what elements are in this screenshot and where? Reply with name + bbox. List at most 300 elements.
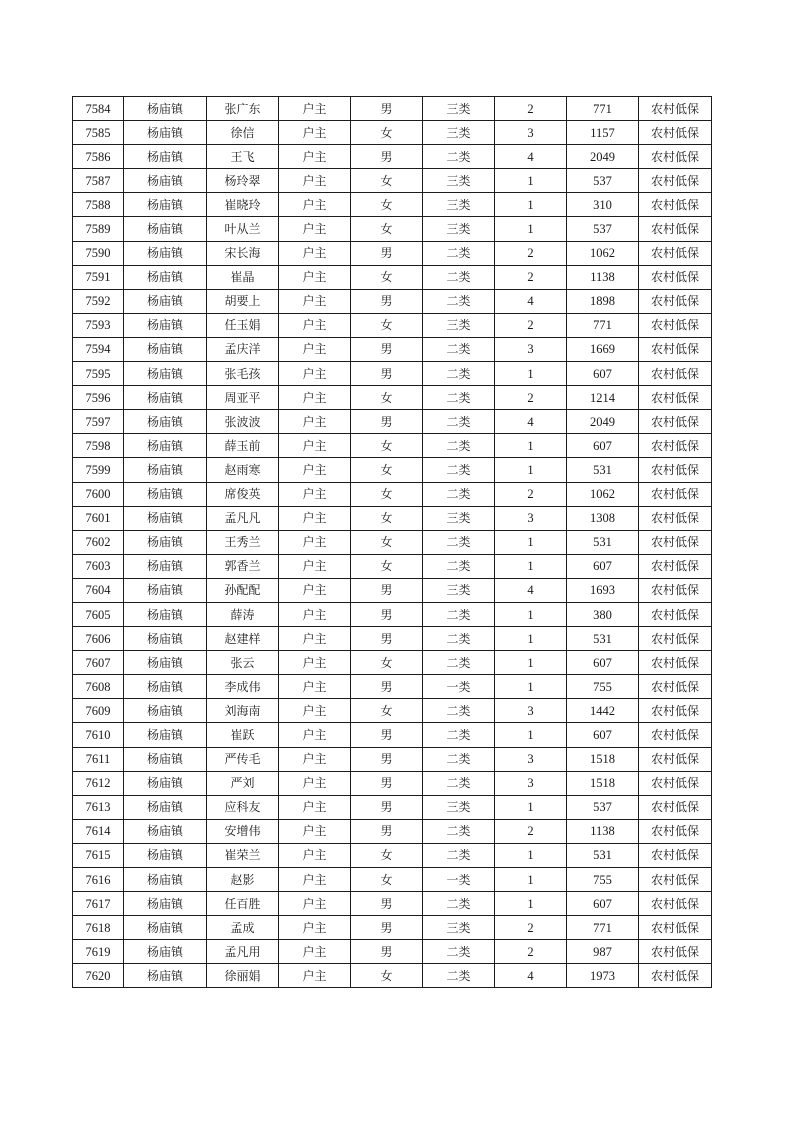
cell-name: 孟凡凡 [207,506,279,530]
cell-category: 三类 [423,97,495,121]
cell-name: 赵建样 [207,627,279,651]
cell-relation: 户主 [279,217,351,241]
cell-serial-number: 7602 [73,530,124,554]
cell-amount: 531 [567,458,639,482]
cell-relation: 户主 [279,940,351,964]
cell-household-size: 1 [495,434,567,458]
cell-gender: 男 [351,337,423,361]
cell-relation: 户主 [279,602,351,626]
cell-program-type: 农村低保 [639,675,712,699]
cell-gender: 女 [351,313,423,337]
cell-relation: 户主 [279,747,351,771]
cell-gender: 女 [351,265,423,289]
cell-household-size: 1 [495,627,567,651]
cell-name: 宋长海 [207,241,279,265]
cell-amount: 537 [567,217,639,241]
cell-relation: 户主 [279,265,351,289]
cell-relation: 户主 [279,482,351,506]
cell-household-size: 2 [495,97,567,121]
cell-town: 杨庙镇 [124,410,207,434]
cell-gender: 男 [351,892,423,916]
table-row [73,578,712,602]
cell-amount: 2049 [567,410,639,434]
cell-name: 孟成 [207,916,279,940]
cell-serial-number: 7599 [73,458,124,482]
cell-town: 杨庙镇 [124,554,207,578]
cell-name: 席俊英 [207,482,279,506]
cell-gender: 男 [351,675,423,699]
cell-serial-number: 7605 [73,602,124,626]
cell-town: 杨庙镇 [124,530,207,554]
cell-household-size: 3 [495,747,567,771]
cell-household-size: 4 [495,145,567,169]
cell-household-size: 4 [495,410,567,434]
cell-gender: 男 [351,723,423,747]
cell-serial-number: 7589 [73,217,124,241]
cell-relation: 户主 [279,868,351,892]
cell-category: 二类 [423,458,495,482]
cell-serial-number: 7587 [73,169,124,193]
cell-category: 二类 [423,699,495,723]
cell-program-type: 农村低保 [639,193,712,217]
cell-amount: 1308 [567,506,639,530]
cell-category: 三类 [423,916,495,940]
cell-program-type: 农村低保 [639,265,712,289]
cell-name: 赵影 [207,868,279,892]
cell-category: 二类 [423,892,495,916]
cell-category: 一类 [423,675,495,699]
cell-gender: 女 [351,121,423,145]
cell-amount: 607 [567,723,639,747]
cell-household-size: 1 [495,868,567,892]
cell-amount: 1062 [567,241,639,265]
cell-gender: 男 [351,578,423,602]
table-row [73,747,712,771]
cell-serial-number: 7594 [73,337,124,361]
cell-program-type: 农村低保 [639,362,712,386]
cell-amount: 755 [567,868,639,892]
cell-gender: 男 [351,771,423,795]
cell-relation: 户主 [279,627,351,651]
cell-serial-number: 7591 [73,265,124,289]
cell-program-type: 农村低保 [639,410,712,434]
cell-name: 周亚平 [207,386,279,410]
table-row [73,482,712,506]
cell-gender: 女 [351,193,423,217]
table-row [73,940,712,964]
cell-program-type: 农村低保 [639,795,712,819]
table-row [73,145,712,169]
table-row [73,892,712,916]
cell-gender: 男 [351,627,423,651]
cell-name: 安增伟 [207,819,279,843]
cell-category: 二类 [423,651,495,675]
cell-town: 杨庙镇 [124,578,207,602]
cell-category: 三类 [423,313,495,337]
table-row [73,916,712,940]
cell-program-type: 农村低保 [639,386,712,410]
table-row [73,337,712,361]
cell-serial-number: 7596 [73,386,124,410]
cell-serial-number: 7618 [73,916,124,940]
cell-serial-number: 7600 [73,482,124,506]
cell-amount: 537 [567,169,639,193]
cell-town: 杨庙镇 [124,916,207,940]
table-row [73,193,712,217]
cell-category: 二类 [423,410,495,434]
cell-relation: 户主 [279,651,351,675]
cell-program-type: 农村低保 [639,892,712,916]
cell-town: 杨庙镇 [124,386,207,410]
table-row [73,121,712,145]
cell-program-type: 农村低保 [639,916,712,940]
table-row [73,386,712,410]
cell-serial-number: 7595 [73,362,124,386]
cell-name: 郭香兰 [207,554,279,578]
cell-relation: 户主 [279,916,351,940]
cell-name: 任百胜 [207,892,279,916]
table-row [73,506,712,530]
cell-serial-number: 7612 [73,771,124,795]
cell-serial-number: 7592 [73,289,124,313]
cell-relation: 户主 [279,771,351,795]
cell-amount: 531 [567,530,639,554]
cell-relation: 户主 [279,386,351,410]
cell-name: 崔跃 [207,723,279,747]
cell-relation: 户主 [279,169,351,193]
cell-serial-number: 7588 [73,193,124,217]
cell-amount: 607 [567,434,639,458]
cell-town: 杨庙镇 [124,675,207,699]
cell-town: 杨庙镇 [124,193,207,217]
cell-serial-number: 7611 [73,747,124,771]
cell-serial-number: 7593 [73,313,124,337]
cell-amount: 380 [567,602,639,626]
cell-program-type: 农村低保 [639,747,712,771]
cell-name: 崔荣兰 [207,843,279,867]
cell-relation: 户主 [279,241,351,265]
cell-gender: 男 [351,97,423,121]
cell-household-size: 1 [495,530,567,554]
cell-category: 二类 [423,627,495,651]
cell-program-type: 农村低保 [639,313,712,337]
cell-serial-number: 7609 [73,699,124,723]
cell-town: 杨庙镇 [124,337,207,361]
cell-category: 三类 [423,217,495,241]
cell-amount: 531 [567,627,639,651]
cell-household-size: 4 [495,578,567,602]
cell-amount: 1442 [567,699,639,723]
cell-serial-number: 7617 [73,892,124,916]
cell-town: 杨庙镇 [124,482,207,506]
cell-name: 杨玲翠 [207,169,279,193]
cell-relation: 户主 [279,699,351,723]
cell-household-size: 1 [495,675,567,699]
cell-household-size: 1 [495,554,567,578]
cell-gender: 男 [351,747,423,771]
cell-program-type: 农村低保 [639,337,712,361]
cell-amount: 531 [567,843,639,867]
cell-name: 张波波 [207,410,279,434]
table-body [73,97,712,988]
cell-gender: 男 [351,362,423,386]
cell-program-type: 农村低保 [639,530,712,554]
cell-category: 二类 [423,434,495,458]
cell-serial-number: 7607 [73,651,124,675]
cell-town: 杨庙镇 [124,265,207,289]
cell-name: 孟庆洋 [207,337,279,361]
cell-name: 孙配配 [207,578,279,602]
cell-gender: 男 [351,795,423,819]
cell-household-size: 2 [495,819,567,843]
cell-name: 徐丽娟 [207,964,279,988]
cell-name: 张广东 [207,97,279,121]
cell-category: 二类 [423,747,495,771]
cell-program-type: 农村低保 [639,602,712,626]
cell-household-size: 1 [495,651,567,675]
cell-name: 刘海南 [207,699,279,723]
cell-relation: 户主 [279,97,351,121]
cell-relation: 户主 [279,193,351,217]
cell-serial-number: 7614 [73,819,124,843]
cell-town: 杨庙镇 [124,868,207,892]
cell-household-size: 2 [495,940,567,964]
cell-category: 二类 [423,265,495,289]
cell-household-size: 2 [495,386,567,410]
cell-household-size: 4 [495,289,567,313]
cell-gender: 女 [351,386,423,410]
cell-program-type: 农村低保 [639,97,712,121]
cell-amount: 771 [567,916,639,940]
cell-relation: 户主 [279,723,351,747]
cell-relation: 户主 [279,964,351,988]
cell-category: 二类 [423,482,495,506]
cell-category: 三类 [423,169,495,193]
cell-relation: 户主 [279,434,351,458]
cell-program-type: 农村低保 [639,434,712,458]
cell-name: 应科友 [207,795,279,819]
table-row [73,169,712,193]
cell-amount: 987 [567,940,639,964]
cell-amount: 607 [567,651,639,675]
table-row [73,241,712,265]
cell-serial-number: 7590 [73,241,124,265]
cell-gender: 女 [351,651,423,675]
cell-household-size: 1 [495,602,567,626]
cell-town: 杨庙镇 [124,289,207,313]
cell-serial-number: 7597 [73,410,124,434]
table-row [73,458,712,482]
cell-amount: 607 [567,892,639,916]
cell-amount: 1518 [567,747,639,771]
cell-household-size: 1 [495,217,567,241]
cell-serial-number: 7585 [73,121,124,145]
table-row [73,627,712,651]
cell-serial-number: 7610 [73,723,124,747]
cell-program-type: 农村低保 [639,458,712,482]
cell-category: 二类 [423,241,495,265]
cell-relation: 户主 [279,289,351,313]
cell-program-type: 农村低保 [639,169,712,193]
cell-gender: 男 [351,916,423,940]
table-row [73,530,712,554]
cell-category: 三类 [423,121,495,145]
cell-program-type: 农村低保 [639,819,712,843]
cell-relation: 户主 [279,843,351,867]
cell-category: 二类 [423,843,495,867]
cell-gender: 男 [351,940,423,964]
cell-relation: 户主 [279,795,351,819]
cell-category: 三类 [423,193,495,217]
table-row [73,97,712,121]
cell-name: 赵雨寒 [207,458,279,482]
cell-category: 二类 [423,602,495,626]
cell-category: 一类 [423,868,495,892]
cell-gender: 女 [351,217,423,241]
cell-household-size: 1 [495,795,567,819]
cell-category: 二类 [423,386,495,410]
cell-amount: 755 [567,675,639,699]
cell-town: 杨庙镇 [124,940,207,964]
cell-town: 杨庙镇 [124,819,207,843]
cell-amount: 1062 [567,482,639,506]
cell-gender: 女 [351,482,423,506]
table-row [73,843,712,867]
cell-gender: 女 [351,458,423,482]
cell-program-type: 农村低保 [639,771,712,795]
cell-relation: 户主 [279,458,351,482]
cell-town: 杨庙镇 [124,771,207,795]
cell-town: 杨庙镇 [124,313,207,337]
cell-name: 崔晶 [207,265,279,289]
cell-gender: 男 [351,289,423,313]
cell-town: 杨庙镇 [124,627,207,651]
cell-serial-number: 7615 [73,843,124,867]
cell-amount: 1898 [567,289,639,313]
cell-town: 杨庙镇 [124,434,207,458]
cell-category: 二类 [423,819,495,843]
cell-name: 薛涛 [207,602,279,626]
table-row [73,723,712,747]
cell-gender: 女 [351,699,423,723]
cell-household-size: 3 [495,121,567,145]
cell-household-size: 4 [495,964,567,988]
table-row [73,651,712,675]
cell-program-type: 农村低保 [639,121,712,145]
cell-relation: 户主 [279,337,351,361]
cell-town: 杨庙镇 [124,458,207,482]
cell-program-type: 农村低保 [639,627,712,651]
cell-name: 张毛孩 [207,362,279,386]
cell-name: 王飞 [207,145,279,169]
cell-amount: 771 [567,97,639,121]
cell-amount: 1973 [567,964,639,988]
table-row [73,819,712,843]
cell-name: 叶从兰 [207,217,279,241]
cell-amount: 1214 [567,386,639,410]
cell-town: 杨庙镇 [124,121,207,145]
cell-gender: 女 [351,169,423,193]
cell-program-type: 农村低保 [639,843,712,867]
beneficiary-table [72,96,712,988]
cell-town: 杨庙镇 [124,892,207,916]
cell-serial-number: 7608 [73,675,124,699]
cell-town: 杨庙镇 [124,964,207,988]
cell-category: 二类 [423,362,495,386]
cell-gender: 男 [351,819,423,843]
table-row [73,675,712,699]
cell-gender: 男 [351,410,423,434]
cell-relation: 户主 [279,506,351,530]
cell-amount: 607 [567,554,639,578]
cell-program-type: 农村低保 [639,651,712,675]
cell-amount: 1138 [567,265,639,289]
cell-serial-number: 7616 [73,868,124,892]
cell-town: 杨庙镇 [124,97,207,121]
cell-serial-number: 7620 [73,964,124,988]
cell-town: 杨庙镇 [124,241,207,265]
cell-program-type: 农村低保 [639,145,712,169]
cell-town: 杨庙镇 [124,145,207,169]
cell-household-size: 3 [495,337,567,361]
cell-relation: 户主 [279,530,351,554]
cell-household-size: 1 [495,892,567,916]
cell-household-size: 1 [495,843,567,867]
cell-town: 杨庙镇 [124,723,207,747]
cell-relation: 户主 [279,313,351,337]
cell-category: 二类 [423,940,495,964]
cell-gender: 女 [351,868,423,892]
cell-household-size: 1 [495,193,567,217]
table-row [73,602,712,626]
cell-program-type: 农村低保 [639,217,712,241]
cell-gender: 女 [351,843,423,867]
cell-name: 张云 [207,651,279,675]
cell-amount: 607 [567,362,639,386]
cell-category: 二类 [423,964,495,988]
cell-serial-number: 7601 [73,506,124,530]
cell-gender: 女 [351,530,423,554]
cell-town: 杨庙镇 [124,699,207,723]
cell-relation: 户主 [279,145,351,169]
cell-town: 杨庙镇 [124,795,207,819]
cell-household-size: 2 [495,916,567,940]
table-row [73,868,712,892]
cell-program-type: 农村低保 [639,868,712,892]
cell-household-size: 3 [495,771,567,795]
cell-household-size: 1 [495,723,567,747]
cell-household-size: 3 [495,506,567,530]
table-row [73,699,712,723]
cell-category: 二类 [423,145,495,169]
cell-program-type: 农村低保 [639,964,712,988]
cell-program-type: 农村低保 [639,241,712,265]
cell-name: 王秀兰 [207,530,279,554]
table-row [73,313,712,337]
cell-category: 二类 [423,289,495,313]
cell-category: 二类 [423,723,495,747]
cell-relation: 户主 [279,121,351,145]
cell-household-size: 1 [495,458,567,482]
cell-relation: 户主 [279,410,351,434]
cell-name: 胡要上 [207,289,279,313]
cell-relation: 户主 [279,892,351,916]
cell-amount: 1138 [567,819,639,843]
cell-amount: 537 [567,795,639,819]
cell-amount: 1157 [567,121,639,145]
cell-serial-number: 7598 [73,434,124,458]
cell-gender: 女 [351,554,423,578]
